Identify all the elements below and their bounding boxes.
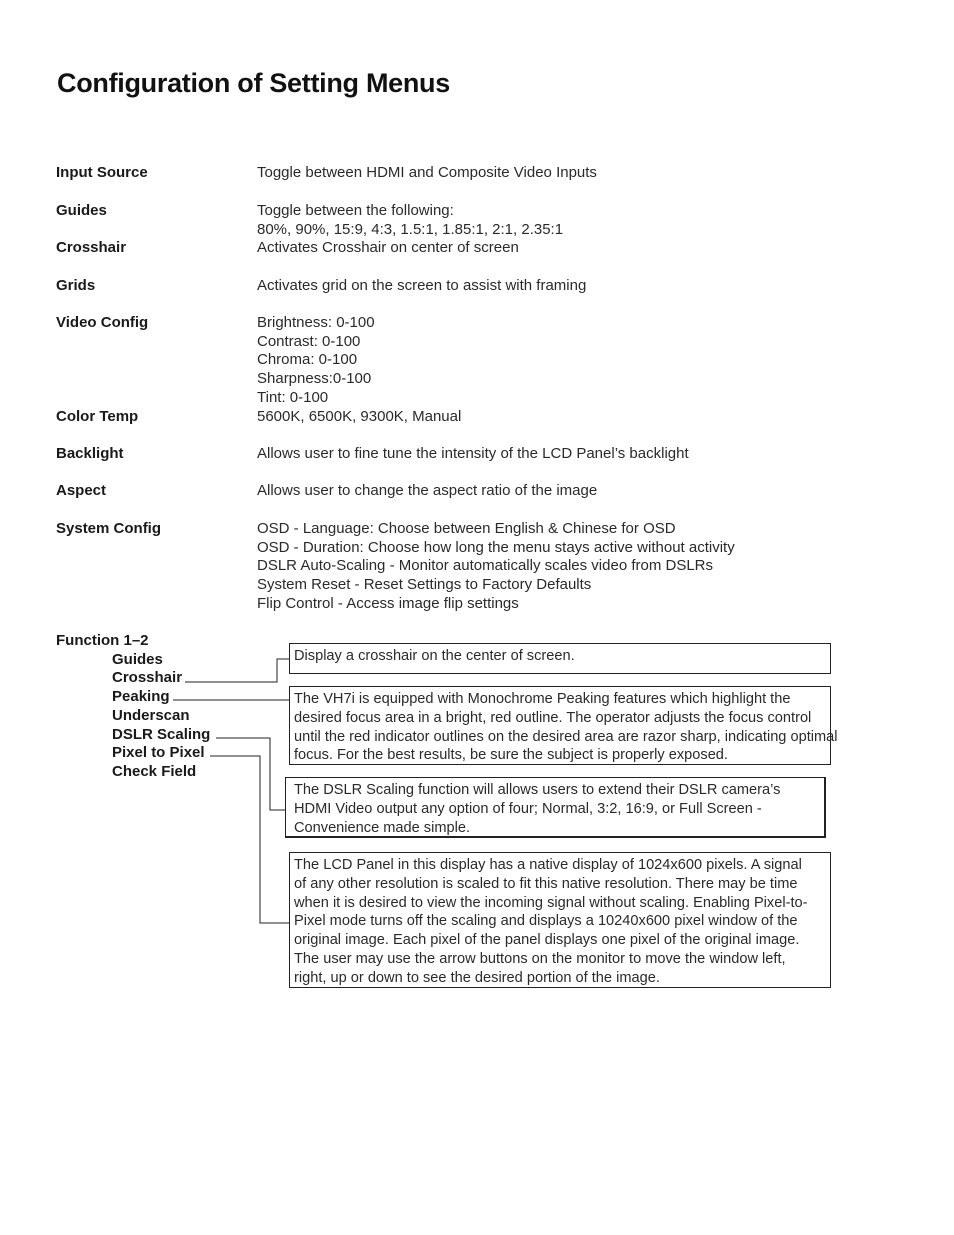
function-item-underscan: Underscan [112, 707, 190, 724]
callout-dslr-scaling [285, 777, 826, 838]
function-item-check-field: Check Field [112, 763, 197, 780]
setting-label-aspect: Aspect [56, 482, 107, 499]
callout-line: original image. Each pixel of the panel displays one pixel of the original image. [294, 932, 800, 949]
callout-line: Display a crosshair on the center of screen. [294, 648, 575, 664]
desc-line: OSD - Language: Choose between English & Chinese for OSD [257, 520, 676, 537]
desc-line: Flip Control - Access image flip settings [257, 594, 519, 612]
callout-pixel-to-pixel [289, 852, 831, 988]
desc-line: Toggle between the following: [257, 202, 454, 219]
desc-line: Chroma: 0-100 [257, 351, 358, 369]
desc-line: Sharpness:0-100 [257, 370, 372, 388]
function-item-crosshair: Crosshair [112, 669, 183, 686]
desc-line: DSLR Auto-Scaling - Monitor automatically scales video from DSLRs [257, 557, 714, 575]
function-item-guides: Guides [112, 651, 163, 668]
page-title: Configuration of Setting Menus [57, 68, 450, 98]
desc-line: Activates grid on the screen to assist with framing [257, 277, 587, 294]
desc-line: OSD - Duration: Choose how long the menu stays active without activity [257, 538, 735, 556]
callout-line: until the red indicator outlines on the desired area are razor sharp, indicating optimal [294, 728, 838, 745]
setting-label-guides: Guides [56, 202, 107, 219]
callout-line: when it is desired to view the incoming signal without scaling. Enabling Pixel-to- [294, 894, 808, 911]
desc-line: 80%, 90%, 15:9, 4:3, 1.5:1, 1.85:1, 2:1, 2.35:1 [257, 220, 564, 238]
function-heading: Function 1–2 [56, 632, 149, 649]
setting-label-backlight: Backlight [56, 445, 124, 462]
callout-peaking [289, 686, 838, 765]
callout-line: right, up or down to see the desired portion of the image. [294, 969, 660, 986]
callout-line: The user may use the arrow buttons on the monitor to move the window left, [294, 950, 786, 967]
connector-pixel-to-pixel [210, 756, 289, 923]
callout-line: of any other resolution is scaled to fit this native resolution. There may be time [294, 875, 798, 892]
setting-label-color-temp: Color Temp [56, 408, 139, 425]
desc-line: 5600K, 6500K, 9300K, Manual [257, 408, 462, 425]
callout-line: The VH7i is equipped with Monochrome Peaking features which highlight the [294, 691, 791, 707]
desc-line: Brightness: 0-100 [257, 314, 375, 331]
callout-line: The DSLR Scaling function will allows users to extend their DSLR camera’s [294, 782, 781, 798]
desc-line: Allows user to change the aspect ratio of the image [257, 482, 598, 499]
function-item-dslr-scaling: DSLR Scaling [112, 726, 211, 743]
callout-crosshair [289, 643, 831, 674]
desc-line: Tint: 0-100 [257, 388, 329, 406]
desc-line: Toggle between HDMI and Composite Video Inputs [257, 164, 597, 181]
callout-line: Pixel mode turns off the scaling and displays a 10240x600 pixel window of the [294, 913, 798, 930]
callout-line: HDMI Video output any option of four; Normal, 3:2, 16:9, or Full Screen - [294, 800, 762, 817]
setting-label-system-config: System Config [56, 520, 162, 537]
function-item-pixel-to-pixel: Pixel to Pixel [112, 744, 205, 761]
function-item-peaking: Peaking [112, 688, 170, 705]
desc-line: System Reset - Reset Settings to Factory Defaults [257, 576, 592, 594]
callout-line: Convenience made simple. [294, 819, 471, 836]
connector-dslr-scaling [216, 738, 285, 810]
callout-line: desired focus area in a bright, red outline. The operator adjusts the focus control [294, 709, 812, 726]
callout-line: The LCD Panel in this display has a native display of 1024x600 pixels. A signal [294, 857, 802, 873]
setting-label-grids: Grids [56, 277, 96, 294]
desc-line: Allows user to fine tune the intensity of the LCD Panel’s backlight [257, 445, 689, 462]
connector-crosshair [185, 659, 289, 682]
desc-line: Activates Crosshair on center of screen [257, 239, 519, 256]
desc-line: Contrast: 0-100 [257, 332, 361, 350]
setting-label-input-source: Input Source [56, 164, 148, 181]
setting-label-crosshair: Crosshair [56, 239, 127, 256]
callout-line: focus. For the best results, be sure the subject is properly exposed. [294, 747, 728, 764]
setting-label-video-config: Video Config [56, 314, 149, 331]
